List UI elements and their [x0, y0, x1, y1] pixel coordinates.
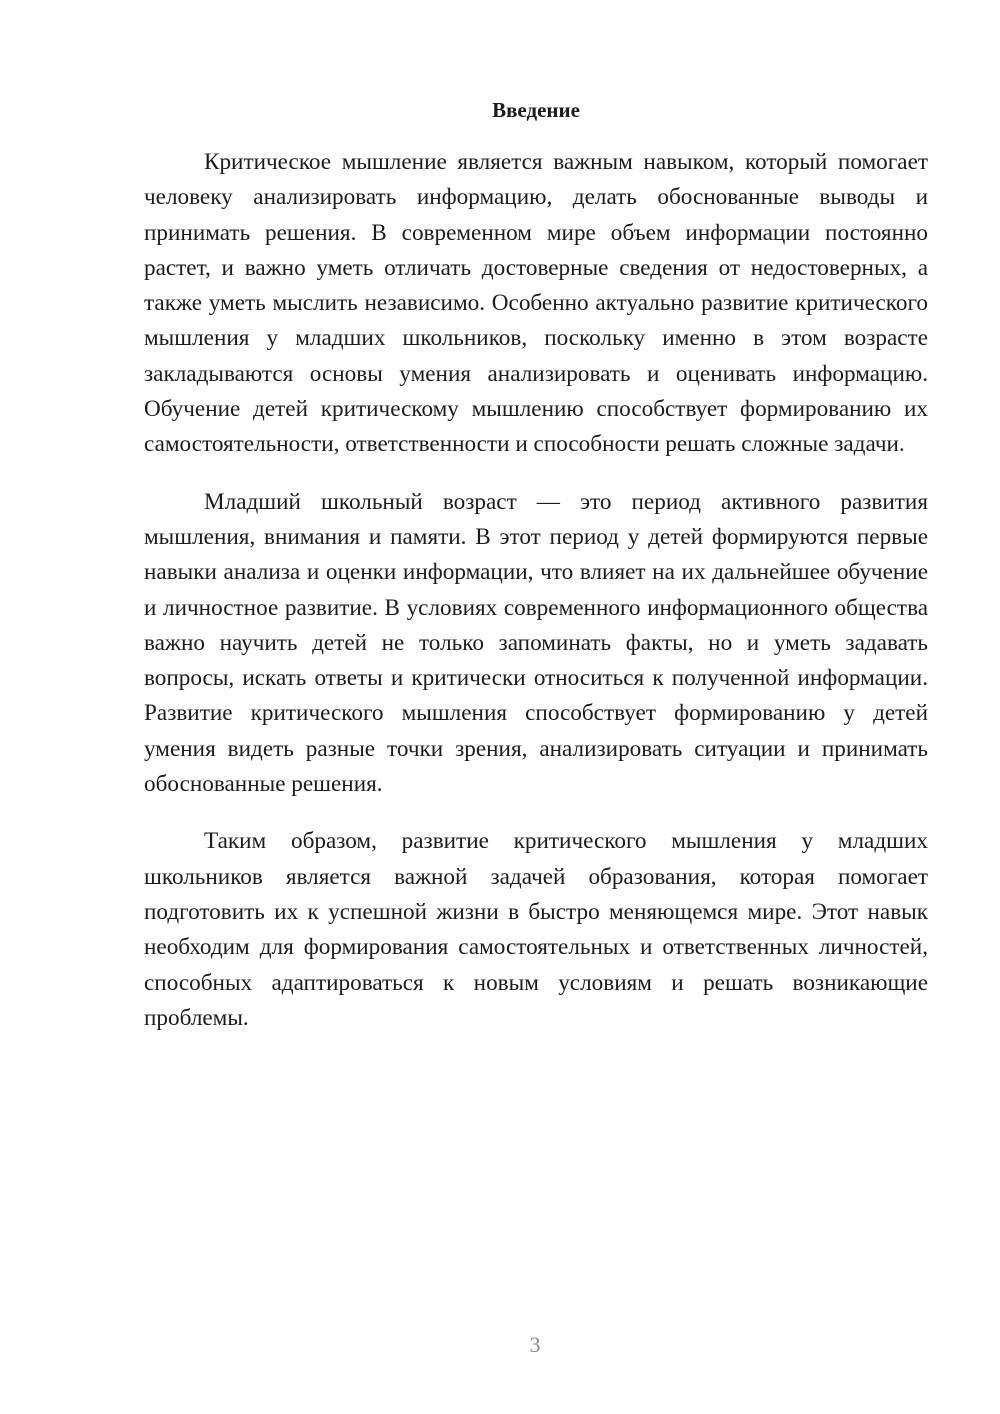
paragraph-1: Критическое мышление является важным навыком, который помогает человеку анализировать информацию, делать обоснованные выводы и принимать решения. В современном мире объем информации постоянно растет, и важно уметь отличать достоверные сведения от недостоверных, а также уметь мыслить независимо. Особенно актуально развитие критического мышления у младших школьников, поскольку именно в этом возрасте закладываются основы умения анализировать и оценивать информацию. Обучение детей критическому мышлению способствует формированию их самостоятельности, ответственности и способности решать сложные задачи.: [144, 149, 928, 458]
paragraph-2: Младший школьный возраст — это период активного развития мышления, внимания и памяти. В этот период у детей формируются первые навыки анализа и оценки информации, что влияет на их дальнейшее обучение и личностное развитие. В условиях современного информационного общества важно научить детей не только запоминать факты, но и уметь задавать вопросы, искать ответы и критически относиться к полученной информации. Развитие критического мышления способствует формированию у детей умения видеть разные точки зрения, анализировать ситуации и принимать обоснованные решения.: [144, 488, 928, 798]
section-heading: Введение: [492, 98, 580, 122]
paragraph-3: Таким образом, развитие критического мышления у младших школьников является важной задачей образования, которая помогает подготовить их к успешной жизни в быстро меняющемся мире. Этот навык необходим для формирования самостоятельных и ответственных личностей, способных адаптироваться к новым условиям и решать возникающие проблемы.: [144, 828, 928, 1031]
page-number: 3: [529, 1332, 541, 1357]
page-content: [144, 95, 928, 1036]
